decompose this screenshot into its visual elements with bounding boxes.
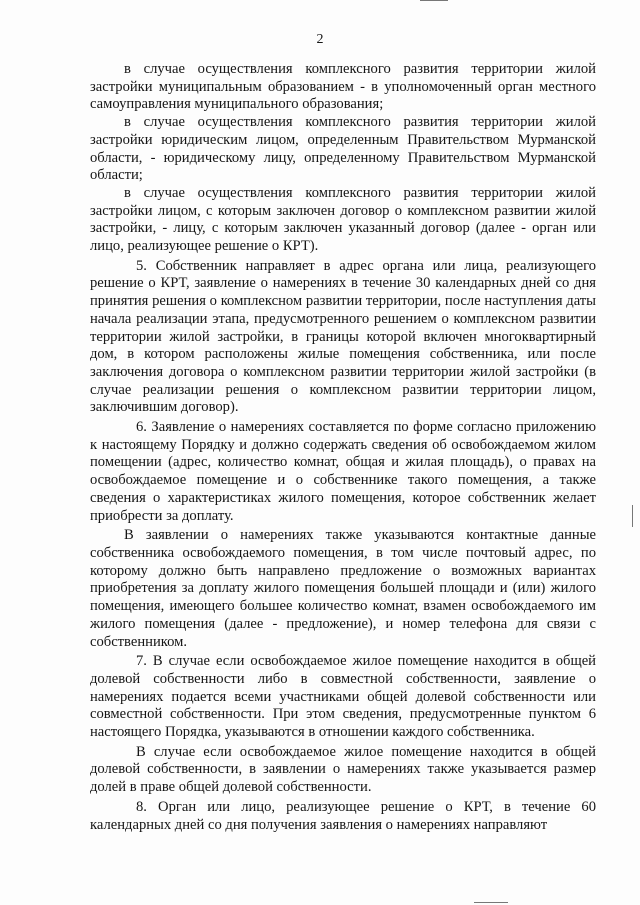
document-body — [90, 61, 596, 834]
scan-artifact-top — [420, 0, 448, 1]
scan-artifact-right — [632, 505, 633, 527]
paragraph-legal-entity: в случае осуществления комплексного развития территории жилой застройки юридическим лицом, определенным Правительством Мурманской области, - юридическому лицу, определенному Правительством Мурманской области; — [90, 114, 596, 184]
paragraph-item-8: 8. Орган или лицо, реализующее решение о КРТ, в течение 60 календарных дней со дня получения заявления о намерениях направляют — [90, 798, 596, 833]
paragraph-item-7-shares: В случае если освобождаемое жилое помещение находится в общей долевой собственности, в заявлении о намерениях также указывается размер долей в праве общей долевой собственности. — [90, 743, 596, 796]
paragraph-municipal: в случае осуществления комплексного развития территории жилой застройки муниципальным образованием - в уполномоченный орган местного самоуправления муниципального образования; — [90, 61, 596, 113]
scan-artifact-bottom — [474, 902, 508, 903]
paragraph-item-6-contacts: В заявлении о намерениях также указываются контактные данные собственника освобождаемого помещения, в том числе почтовый адрес, по которому должно быть направлено предложение о возможных вариантах приобретения за доплату жилого помещения большей площади и (или) жилого помещения, имеющего большее количество комнат, взамен освобождаемого им жилого помещения (далее - предложение), и номер телефона для связи с собственником. — [90, 527, 596, 650]
page-number: 2 — [316, 32, 324, 47]
paragraph-item-7: 7. В случае если освобождаемое жилое помещение находится в общей долевой собственности либо в совместной собственности, заявление о намерениях подается всеми участниками общей долевой собственности или совместной собственности. При этом сведения, предусмотренные пунктом 6 настоящего Порядка, указываются в отношении каждого собственника. — [90, 653, 596, 741]
paragraph-item-5: 5. Собственник направляет в адрес органа или лица, реализующего решение о КРТ, заявление о намерениях в течение 30 календарных дней со дня принятия решения о комплексном развитии территории, после наступления даты начала реализации этапа, предусмотренного решением о комплексном развитии территории жилой застройки, в границы которой включен многоквартирный дом, в котором расположены жилые помещения собственника, или после заключения договора о комплексном развитии территории жилой застройки (в случае реализации решения о комплексном развитии территории лицом, заключившим договор). — [90, 257, 596, 416]
paragraph-item-6: 6. Заявление о намерениях составляется по форме согласно приложению к настоящему Порядку и должно содержать сведения об освобождаемом жилом помещении (адрес, количество комнат, общая и жилая площадь), о правах на освобождаемое помещение и о собственнике такого помещения, а также сведения о характеристиках жилого помещения, которое собственник желает приобрести за доплату. — [90, 419, 596, 524]
paragraph-contract-party: в случае осуществления комплексного развития территории жилой застройки лицом, с которым заключен договор о комплексном развитии жилой застройки, - лицу, с которым заключен указанный договор (далее - орган или лицо, реализующее решение о КРТ). — [90, 184, 596, 255]
